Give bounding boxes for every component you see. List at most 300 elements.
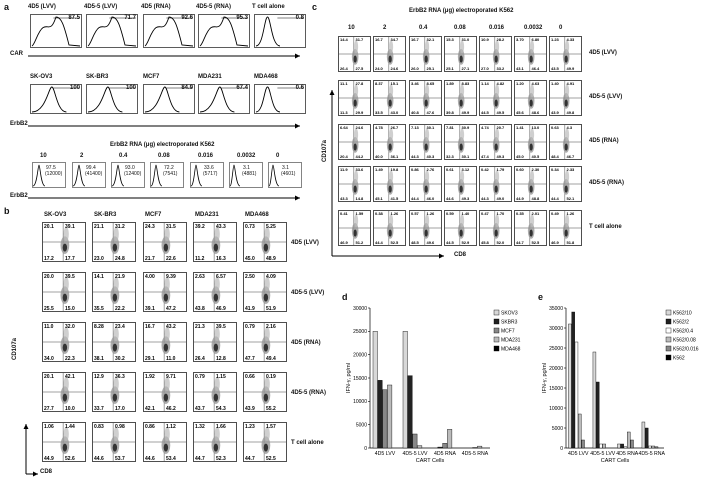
quadrant-value: 44.6 (94, 456, 104, 462)
quadrant-value: 25.1 (426, 66, 435, 71)
quadrant-value: 15.0 (65, 306, 75, 312)
quadrant-value: 43.2 (166, 324, 176, 330)
bar (378, 380, 383, 448)
flow-plot (92, 222, 136, 262)
quadrant-value: 40.8 (411, 110, 419, 115)
histogram-mfi: (12000) (45, 171, 63, 177)
flow-plot (193, 272, 237, 312)
quadrant-value: 52.9 (461, 240, 470, 245)
flow-plot (193, 422, 237, 462)
quadrant-value: 10.9 (481, 37, 489, 42)
quadrant-value: 46.7 (566, 154, 575, 159)
histogram-label: MCF7 (143, 74, 160, 80)
y-tick-label: 30000 (549, 325, 563, 332)
legend-label: K562/0.4 (673, 328, 694, 335)
column-label: 10 (348, 25, 355, 31)
quadrant-value: 25.5 (44, 306, 54, 312)
flow-plot (373, 166, 406, 202)
quadrant-value: 6.64 (340, 125, 348, 130)
quadrant-value: 43.5 (551, 66, 559, 71)
quadrant-value: 44.3 (411, 154, 419, 159)
quadrant-value: 34.0 (44, 356, 54, 362)
axis-label-cd8: CD8 (454, 252, 467, 258)
flow-plot (42, 322, 86, 362)
flow-plot (514, 166, 547, 202)
column-label: 0.0032 (524, 25, 543, 31)
axis-label-cd107a: CD107a (12, 337, 18, 360)
row-label: 4D5-5 (RNA) (589, 180, 625, 186)
bar (568, 324, 571, 448)
quadrant-value: 35.5 (94, 306, 104, 312)
quadrant-value: 30.9 (461, 125, 470, 130)
quadrant-value: 44.7 (516, 240, 524, 245)
histogram-label: SK-OV3 (30, 74, 53, 80)
flow-plot (444, 36, 477, 72)
quadrant-value: 43.7 (195, 406, 205, 412)
quadrant-value: 48.8 (531, 196, 540, 201)
quadrant-value: 49.0 (496, 196, 505, 201)
quadrant-value: 1.89 (446, 81, 454, 86)
quadrant-value: 52.6 (65, 456, 75, 462)
legend-swatch (666, 319, 671, 324)
quadrant-value: 47.7 (245, 356, 255, 362)
quadrant-value: 44.9 (44, 456, 54, 462)
histogram-mfi: (4881) (242, 171, 257, 177)
quadrant-value: 16.7 (411, 37, 419, 42)
quadrant-value: 45.0 (245, 256, 255, 262)
flow-plot (193, 222, 237, 262)
quadrant-value: 0.57 (411, 211, 419, 216)
axis-label-cd107a: CD107a (322, 139, 328, 162)
flow-plot (444, 124, 477, 160)
legend-swatch (494, 337, 499, 342)
flow-plot (444, 166, 477, 202)
legend-swatch (494, 328, 499, 333)
dose-label: 0.4 (119, 153, 128, 159)
quadrant-value: 33.2 (496, 66, 505, 71)
quadrant-value: 32.3 (446, 154, 454, 159)
quadrant-value: 21.7 (145, 256, 155, 262)
axis-label-car: CAR (10, 51, 23, 57)
quadrant-value: 10.0 (65, 406, 75, 412)
histogram-value: 71.7 (124, 15, 136, 21)
flow-plot (409, 210, 442, 246)
quadrant-value: 49.8 (566, 110, 575, 115)
quadrant-value: 17.7 (65, 256, 75, 262)
quadrant-value: 4.78 (375, 125, 383, 130)
panel-letter-a: a (4, 2, 10, 12)
quadrant-value: 4.09 (266, 274, 276, 280)
quadrant-value: 2.16 (266, 324, 276, 330)
quadrant-value: 26.4 (195, 356, 205, 362)
histogram-value: 67.4 (236, 85, 248, 91)
legend-swatch (666, 346, 671, 351)
y-tick-label: 35000 (549, 305, 563, 312)
dose-title: ErbB2 RNA (μg) electroporated K562 (110, 142, 215, 148)
flow-plot (514, 36, 547, 72)
quadrant-value: 44.4 (551, 196, 559, 201)
quadrant-value: 40.0 (375, 154, 383, 159)
histogram-value: 87.5 (68, 15, 80, 21)
bar (443, 443, 448, 448)
quadrant-value: 1.49 (375, 167, 383, 172)
y-tick-label: 25000 (549, 345, 563, 352)
quadrant-value: 27.7 (44, 406, 54, 412)
flow-plot (479, 210, 512, 246)
flow-plot (143, 422, 187, 462)
quadrant-value: 30.1 (426, 125, 435, 130)
histogram-label: SK-BR3 (86, 74, 109, 80)
bar (403, 331, 408, 448)
bar (572, 312, 575, 448)
quadrant-value: 42.1 (65, 374, 75, 380)
quadrant-value: 17.2 (44, 256, 54, 262)
quadrant-value: 0.86 (411, 167, 419, 172)
quadrant-value: 4.74 (481, 125, 489, 130)
legend-label: K562/2 (673, 319, 689, 326)
quadrant-value: 2.01 (531, 211, 540, 216)
quadrant-value: 0.79 (195, 374, 205, 380)
legend-swatch (666, 328, 671, 333)
quadrant-value: 1.06 (44, 424, 54, 430)
quadrant-value: 43.9 (245, 406, 255, 412)
flow-plot (243, 322, 287, 362)
flow-plot (373, 36, 406, 72)
flow-plot (243, 422, 287, 462)
flow-plot (549, 80, 582, 116)
bar (617, 444, 620, 448)
bar (627, 432, 630, 448)
bar (383, 390, 388, 448)
legend-swatch (666, 310, 671, 315)
x-tick-label: 4D5 LVV (568, 451, 589, 457)
histogram-mfi: (7541) (163, 171, 178, 177)
quadrant-value: 52.5 (266, 456, 276, 462)
legend-swatch (494, 310, 499, 315)
quadrant-value: 41.9 (245, 306, 255, 312)
column-label: MDA468 (245, 212, 269, 218)
row-label: T cell alone (589, 224, 622, 230)
quadrant-value: 12.9 (94, 374, 104, 380)
x-tick-label: 4D5 RNA (434, 451, 456, 457)
quadrant-value: 43.3 (340, 196, 348, 201)
quadrant-value: 12.8 (216, 356, 226, 362)
histogram-label: 4D5-5 (LVV) (84, 4, 118, 10)
flow-plot (42, 422, 86, 462)
flow-plot (143, 222, 187, 262)
quadrant-value: 26.4 (340, 66, 348, 71)
quadrant-value: 49.3 (496, 154, 505, 159)
flow-plot (42, 272, 86, 312)
flow-plot (549, 166, 582, 202)
quadrant-value: 24.0 (375, 66, 383, 71)
row-label: 4D5 (RNA) (291, 340, 321, 346)
legend-swatch (666, 337, 671, 342)
quadrant-value: 27.1 (461, 66, 470, 71)
quadrant-value: 45.8 (481, 240, 489, 245)
flow-plot (92, 272, 136, 312)
quadrant-value: 38.1 (94, 356, 104, 362)
quadrant-value: 26.7 (390, 125, 399, 130)
histogram-value: 72.2 (164, 165, 174, 171)
quadrant-value: 9.39 (166, 274, 176, 280)
bar (477, 446, 482, 448)
flow-plot (143, 372, 187, 412)
bar (624, 447, 627, 448)
quadrant-value: 36.3 (115, 374, 125, 380)
quadrant-value: 44.4 (375, 240, 383, 245)
quadrant-value: 43.8 (195, 306, 205, 312)
quadrant-value: 43.0 (390, 110, 399, 115)
flow-plot (444, 210, 477, 246)
y-tick-label: 0 (364, 445, 367, 452)
quadrant-value: 21.1 (94, 224, 104, 230)
quadrant-value: 22.3 (65, 356, 75, 362)
quadrant-value: 0.86 (145, 424, 155, 430)
histogram-label: MDA231 (198, 74, 222, 80)
quadrant-value: 0.49 (551, 211, 559, 216)
histogram-value: 84.9 (181, 85, 193, 91)
quadrant-value: 0.47 (481, 211, 489, 216)
quadrant-value: 34.7 (390, 37, 399, 42)
flow-plot (42, 222, 86, 262)
quadrant-value: 2.30 (531, 167, 540, 172)
quadrant-value: 44.5 (446, 240, 454, 245)
quadrant-value: 1.59 (355, 211, 364, 216)
quadrant-value: 21.9 (115, 274, 125, 280)
quadrant-value: 33.5 (375, 110, 383, 115)
quadrant-value: 51.2 (355, 240, 364, 245)
quadrant-value: 20.7 (496, 125, 505, 130)
row-label: 4D5 (LVV) (291, 240, 319, 246)
quadrant-value: 8.65 (426, 81, 435, 86)
y-tick-label: 20000 (549, 365, 563, 372)
dose-label: 0 (276, 153, 280, 159)
quadrant-value: 5.25 (266, 224, 276, 230)
quadrant-value: 39.1 (145, 306, 155, 312)
column-label: MDA231 (195, 212, 219, 218)
dose-label: 0.0032 (237, 153, 256, 159)
quadrant-value: 1.57 (266, 424, 276, 430)
histogram-value: 97.5 (46, 165, 56, 171)
quadrant-value: 27.5 (355, 66, 364, 71)
flow-plot (42, 372, 86, 412)
y-tick-label: 20000 (353, 352, 367, 359)
flow-plot (373, 80, 406, 116)
bar (438, 447, 443, 448)
histogram-label: 4D5-5 (RNA) (196, 4, 232, 10)
flow-plot (479, 124, 512, 160)
dose-label: 10 (40, 153, 47, 159)
histogram-label: 4D5 (LVV) (28, 4, 56, 10)
x-axis-label: CART Cells (415, 458, 445, 464)
flow-plot (193, 372, 237, 412)
quadrant-value: 8.28 (94, 324, 104, 330)
quadrant-value: 19.8 (390, 167, 399, 172)
quadrant-value: 39.8 (446, 110, 454, 115)
flow-plot (514, 210, 547, 246)
quadrant-value: 0.66 (245, 374, 255, 380)
bar (631, 440, 634, 448)
quadrant-value: 44.6 (446, 196, 454, 201)
quadrant-value: 14.1 (94, 274, 104, 280)
histogram-value: 33.6 (204, 165, 214, 171)
quadrant-value: 30.1 (461, 154, 470, 159)
row-label: 4D5-5 (RNA) (291, 390, 327, 396)
quadrant-value: 27.8 (355, 81, 364, 86)
legend-label: K562/0.08 (673, 337, 696, 344)
quadrant-value: 31.5 (166, 224, 176, 230)
quadrant-value: 53.4 (166, 456, 176, 462)
legend-label: MDA468 (501, 346, 521, 353)
flow-plot (243, 222, 287, 262)
quadrant-value: 4.00 (145, 274, 155, 280)
quadrant-value: 36.1 (390, 154, 399, 159)
flow-plot (92, 422, 136, 462)
quadrant-value: 20.0 (44, 274, 54, 280)
quadrant-value: 0.60 (516, 167, 524, 172)
bar (655, 447, 658, 448)
bar (575, 342, 578, 448)
legend-label: SKOV3 (501, 310, 518, 317)
histogram-value: 100 (125, 85, 136, 91)
bar (599, 444, 602, 448)
flow-plot (514, 124, 547, 160)
quadrant-value: 40.3 (426, 154, 435, 159)
quadrant-value: 1.26 (566, 211, 575, 216)
bar (413, 434, 418, 448)
quadrant-value: 1.41 (516, 125, 524, 130)
flow-plot (549, 124, 582, 160)
axis-label-erbb2: ErbB2 (10, 121, 28, 127)
quadrant-value: 45.1 (375, 196, 383, 201)
axis-label-cd8: CD8 (40, 469, 53, 475)
quadrant-value: 3.12 (461, 167, 470, 172)
x-axis-label: CART Cells (600, 458, 630, 464)
quadrant-value: 49.9 (461, 110, 470, 115)
quadrant-value: 48.6 (531, 110, 540, 115)
bar (387, 385, 392, 448)
bar (648, 446, 651, 448)
quadrant-value: 11.9 (340, 167, 348, 172)
quadrant-value: 21.3 (195, 324, 205, 330)
quadrant-value: 11.1 (340, 81, 348, 86)
dose-label: 0.08 (158, 153, 170, 159)
histogram-label: T cell alone (252, 4, 285, 10)
quadrant-value: 49.3 (461, 196, 470, 201)
quadrant-value: 11.2 (195, 256, 205, 262)
quadrant-value: 44.3 (481, 196, 489, 201)
quadrant-value: 44.4 (411, 196, 419, 201)
quadrant-value: 11.3 (340, 110, 348, 115)
quadrant-value: 0.38 (375, 211, 383, 216)
histogram-mfi: (5717) (203, 171, 218, 177)
flow-plot (338, 210, 371, 246)
quadrant-value: 1.26 (390, 211, 399, 216)
quadrant-value: 2.50 (245, 274, 255, 280)
histogram-value: 93.0 (125, 165, 135, 171)
quadrant-value: 1.66 (216, 424, 226, 430)
quadrant-value: 39.5 (216, 324, 226, 330)
x-tick-label: 4D5-5 RNA (638, 451, 666, 457)
quadrant-value: 24.6 (390, 66, 399, 71)
quadrant-value: 22.2 (115, 306, 125, 312)
quadrant-value: 53.7 (115, 456, 125, 462)
bar (408, 376, 413, 448)
quadrant-value: 51.8 (566, 240, 575, 245)
quadrant-value: 1.40 (551, 81, 559, 86)
quadrant-value: 2.76 (426, 167, 435, 172)
quadrant-value: 4.82 (496, 81, 505, 86)
quadrant-value: 1.15 (216, 374, 226, 380)
flow-plot (409, 166, 442, 202)
flow-plot (243, 372, 287, 412)
quadrant-value: 3.46 (411, 81, 419, 86)
flow-plot (373, 210, 406, 246)
legend-swatch (666, 355, 671, 360)
quadrant-value: 20.1 (44, 224, 54, 230)
quadrant-value: 24.8 (115, 256, 125, 262)
flow-plot (143, 272, 187, 312)
row-label: T cell alone (291, 440, 324, 446)
quadrant-value: 46.9 (551, 240, 559, 245)
quadrant-value: 1.70 (496, 211, 505, 216)
quadrant-value: 24.6 (355, 125, 364, 130)
legend-label: K562/10 (673, 310, 692, 317)
bar (652, 446, 655, 448)
quadrant-value: 0.34 (551, 167, 559, 172)
y-tick-label: 10000 (353, 399, 367, 406)
quadrant-value: 15.1 (390, 81, 399, 86)
bar (645, 428, 648, 448)
quadrant-value: 0.42 (481, 167, 489, 172)
quadrant-value: 43.1 (516, 66, 524, 71)
quadrant-value: 7.81 (446, 125, 454, 130)
quadrant-value: 47.4 (481, 154, 489, 159)
bar (582, 440, 585, 448)
quadrant-value: 0.35 (516, 211, 524, 216)
quadrant-value: 27.0 (481, 66, 489, 71)
histogram-value: 100 (69, 85, 80, 91)
quadrant-value: 14.8 (355, 196, 364, 201)
flow-plot (92, 372, 136, 412)
flow-plot (373, 124, 406, 160)
quadrant-value: 52.3 (216, 456, 226, 462)
row-label: 4D5-5 (LVV) (589, 94, 623, 100)
quadrant-value: 0.83 (94, 424, 104, 430)
quadrant-value: 39.1 (65, 224, 75, 230)
quadrant-value: 39.5 (65, 274, 75, 280)
quadrant-value: 7.13 (411, 125, 419, 130)
quadrant-value: 1.40 (461, 211, 470, 216)
quadrant-value: 44.6 (145, 456, 155, 462)
quadrant-value: 44.2 (355, 154, 364, 159)
histogram-label: MDA468 (254, 74, 278, 80)
column-label: SK-OV3 (44, 212, 67, 218)
quadrant-value: 46.0 (426, 196, 435, 201)
y-tick-label: 25000 (353, 329, 367, 336)
quadrant-value: 9.71 (166, 374, 176, 380)
row-label: 4D5 (LVV) (589, 50, 617, 56)
quadrant-value: 52.0 (496, 240, 505, 245)
column-label: 0.08 (454, 25, 466, 31)
quadrant-value: 14.4 (340, 37, 348, 42)
row-label: 4D5 (RNA) (589, 138, 619, 144)
quadrant-value: 0.73 (245, 224, 255, 230)
quadrant-value: 47.2 (166, 306, 176, 312)
chart-d-ifn-gamma (340, 300, 536, 478)
axis-label-erbb2-k562: ErbB2 (10, 193, 28, 199)
